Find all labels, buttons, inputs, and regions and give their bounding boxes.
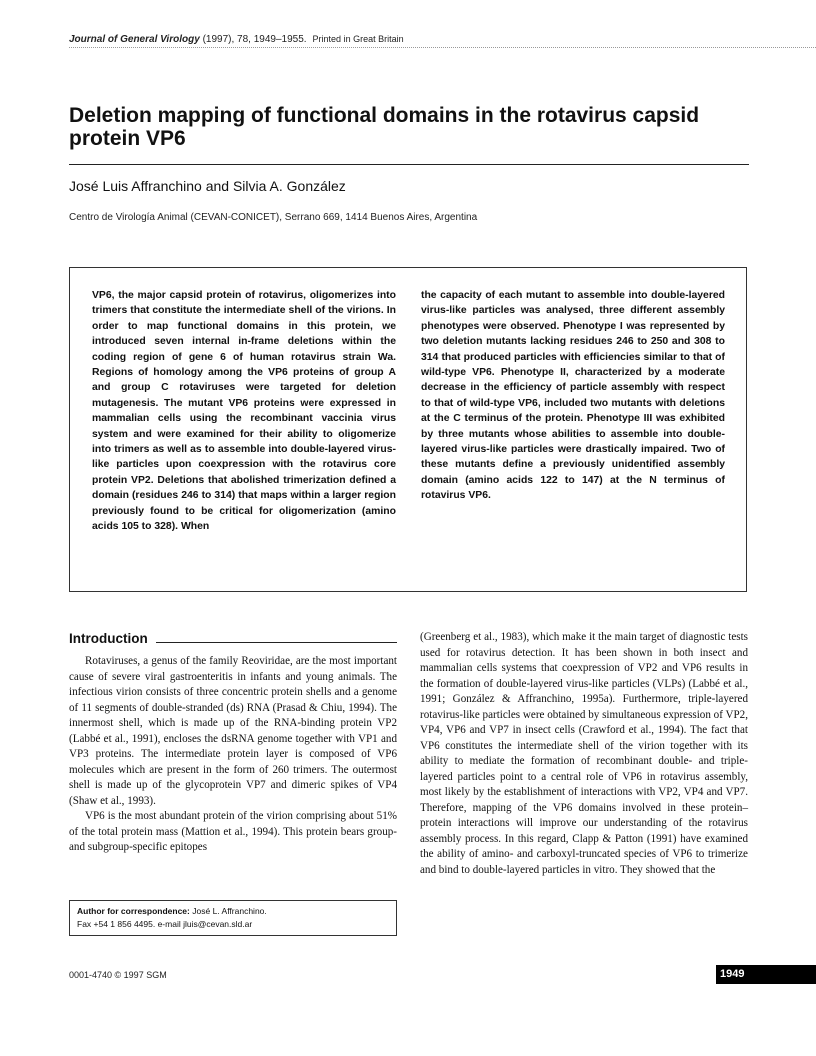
journal-name: Journal of General Virology [69, 34, 200, 45]
printed-in: Printed in Great Britain [312, 34, 404, 44]
intro-paragraph-1: Rotaviruses, a genus of the family Reoviridae, are the most important cause of severe viral gastroenteritis in infants and young animals. The infectious virion consists of three concentric protein shells and a genome of 11 segments of double-stranded (ds) RNA (Prasad & Chiu, 1994). The innermost shell, which is made up of the RNA-binding protein VP2 (Labbé et al., 1991), encloses the dsRNA genome together with VP1 and VP3 proteins. The intermediate protein layer is composed of VP6 molecules which are present in the form of 260 trimers. The outermost shell is made up of the glycoprotein VP7 and dimeric spikes of VP4 (Shaw et al., 1993). [69, 655, 397, 807]
issn-copyright: 0001-4740 © 1997 SGM [69, 970, 167, 980]
running-header [69, 34, 404, 45]
intro-paragraph-3: (Greenberg et al., 1983), which make it the main target of diagnostic tests used for rotavirus detection. It has been shown in both insect and mammalian cells systems that coexpression of VP2 and VP6 results in the formation of double-layered virus-like particles (VLPs) (Labbé et al., 1991; González & Affranchino, 1995a). Furthermore, triple-layered rotavirus-like particles were obtained by simultaneous expression of VP2, VP4, VP6 and VP7 in insect cells (Crawford et al., 1994). The fact that VP6 constitutes the intermediate shell of the virion together with its ability to mediate the formation of recombinant double- and triple-layered particles point to a central role of VP6 in rotavirus assembly, most likely by the establishment of interactions with VP2, VP4 and VP7. Therefore, mapping of the VP6 domains involved in these protein–protein interactions will improve our understanding of the rotavirus assembly process. In this regard, Clapp & Patton (1991) have examined the ability of amino- and carboxyl-truncated species of VP6 to trimerize and bind to double-layered particles in vitro. They showed that the [420, 631, 748, 876]
abstract-right-column: the capacity of each mutant to assemble into double-layered virus-like particles was analysed, three different assembly phenotypes were observed. Phenotype I was represented by two deletion mutants lacking residues 246 to 250 and 308 to 314 that produced particles with efficiencies similar to that of wild-type VP6. Phenotype II, characterized by a moderate decrease in the efficiency of particle assembly with respect to that of wild-type VP6, included two mutants with deletions at the C terminus of the protein. Phenotype III was exhibited by three mutants whose abilities to assemble into double-layered virus-like particles were drastically impaired. Two of these mutants define a previously unidentified assembly domain (amino acids 122 to 147) at the N terminus of rotavirus VP6. [421, 290, 725, 502]
title-rule [69, 164, 749, 165]
correspondence-label: Author for correspondence: [77, 906, 190, 916]
journal-citation: (1997), 78, 1949–1955. [202, 34, 307, 45]
intro-left-column [69, 654, 397, 856]
correspondence-box [69, 900, 397, 936]
introduction-heading [69, 631, 397, 646]
heading-rule [156, 642, 397, 643]
intro-right-column [420, 630, 748, 878]
section-heading-text: Introduction [69, 631, 148, 646]
correspondence-name: José L. Affranchino. [192, 906, 267, 916]
intro-paragraph-2: VP6 is the most abundant protein of the virion comprising about 51% of the total protein mass (Mattion et al., 1994). This protein bears group- and subgroup-specific epitopes [69, 810, 397, 853]
correspondence-contact: Fax +54 1 856 4495. e-mail jluis@cevan.sld.ar [77, 919, 253, 929]
header-rule [69, 47, 816, 48]
affiliation: Centro de Virología Animal (CEVAN-CONICET), Serrano 669, 1414 Buenos Aires, Argentina [69, 212, 478, 223]
authors: José Luis Affranchino and Silvia A. González [69, 178, 346, 194]
page-number: 1949 [716, 965, 816, 984]
article-title: Deletion mapping of functional domains in the rotavirus capsid protein VP6 [69, 104, 700, 150]
abstract-left-column: VP6, the major capsid protein of rotavirus, oligomerizes into trimers that constitute the intermediate shell of the virions. In order to map functional domains in this protein, we introduced seven internal in-frame deletions within the coding region of gene 6 of human rotavirus strain Wa. Regions of homology among the VP6 proteins of group A and group C rotaviruses were targeted for deletion mutagenesis. The mutant VP6 proteins were expressed in mammalian cells using the recombinant vaccinia virus system and were examined for their ability to oligomerize into trimers as well as to assemble into double-layered virus-like particles upon coexpression with the rotavirus core protein VP2. Deletions that abolished trimerization defined a domain (residues 246 to 314) that maps within a larger region previously found to be critical for oligomerization (amino acids 105 to 328). When [92, 290, 396, 533]
